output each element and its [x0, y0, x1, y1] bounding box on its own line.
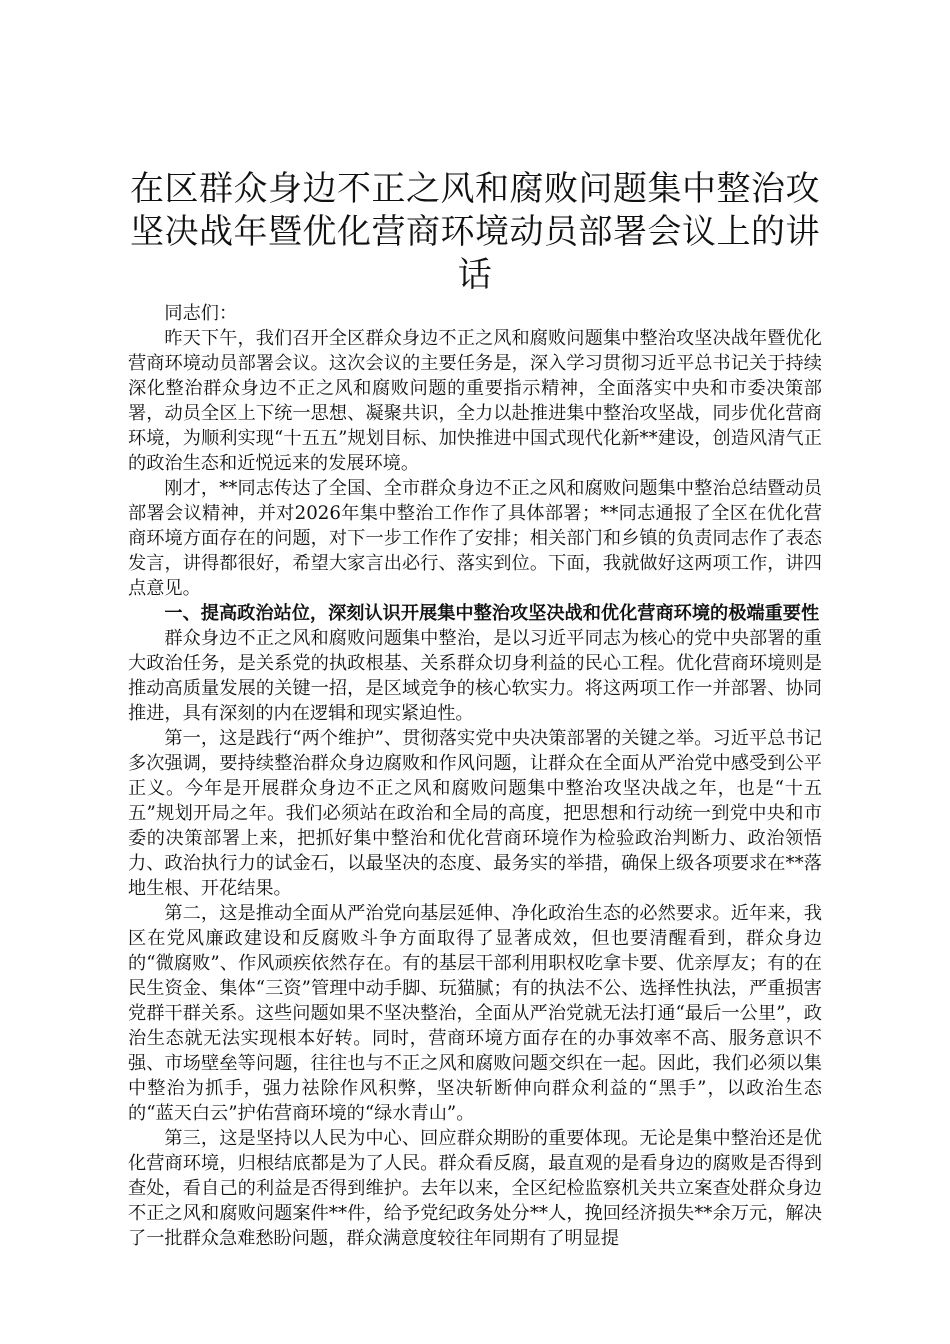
paragraph: 昨天下午，我们召开全区群众身边不正之风和腐败问题集中整治攻坚决战年暨优化营商环境动员部署会议。这次会议的主要任务是，深入学习贯彻习近平总书记关于持续深化整治群众身边不正之风和腐败问题的重要指示精神，全面落实中央和市委决策部署，动员全区上下统一思想、凝聚共识，全力以赴推进集中整治攻坚战，同步优化营商环境，为顺利实现“十五五”规划目标、加快推进中国式现代化新**建设，创造风清气正的政治生态和近悦远来的发展环境。 — [128, 328, 822, 474]
document-title: 在区群众身边不正之风和腐败问题集中整治攻坚决战年暨优化营商环境动员部署会议上的讲话 — [130, 169, 820, 295]
greeting: 同志们： — [164, 303, 238, 324]
paragraph: 刚才，**同志传达了全国、全市群众身边不正之风和腐败问题集中整治总结暨动员部署会议精神，并对2026年集中整治工作作了具体部署；**同志通报了全区在优化营商环境方面存在的问题，对下一步工作作了安排；相关部门和乡镇的负责同志作了表态发言，讲得都很好，希望大家言出必行、落实到位。下面，我就做好这两项工作，讲四点意见。 — [128, 478, 822, 599]
paragraph: 群众身边不正之风和腐败问题集中整治，是以习近平同志为核心的党中央部署的重大政治任务，是关系党的执政根基、关系群众切身利益的民心工程。优化营商环境则是推动高质量发展的关键一招，是区域竞争的核心软实力。将这两项工作一并部署、协同推进，具有深刻的内在逻辑和现实紧迫性。 — [128, 628, 822, 724]
document-body — [128, 301, 822, 1251]
paragraph: 第二，这是推动全面从严治党向基层延伸、净化政治生态的必然要求。近年来，我区在党风廉政建设和反腐败斗争方面取得了显著成效，但也要清醒看到，群众身边的“微腐败”、作风顽疾依然存在。有的基层干部利用职权吃拿卡要、优亲厚友；有的在民生资金、集体“三资”管理中动手脚、玩猫腻；有的执法不公、选择性执法，严重损害党群干群关系。这些问题如果不坚决整治，全面从严治党就无法打通“最后一公里”，政治生态就无法实现根本好转。同时，营商环境方面存在的办事效率不高、服务意识不强、市场壁垒等问题，往往也与不正之风和腐败问题交织在一起。因此，我们必须以集中整治为抓手，强力祛除作风积弊，坚决斩断伸向群众利益的“黑手”，以政治生态的“蓝天白云”护佑营商环境的“绿水青山”。 — [128, 903, 822, 1124]
paragraph: 第一，这是践行“两个维护”、贯彻落实党中央决策部署的关键之举。习近平总书记多次强调，要持续整治群众身边腐败和作风问题，让群众在全面从严治党中感受到公平正义。今年是开展群众身边不正之风和腐败问题集中整治攻坚决战之年，也是“十五五”规划开局之年。我们必须站在政治和全局的高度，把思想和行动统一到党中央和市委的决策部署上来，把抓好集中整治和优化营商环境作为检验政治判断力、政治领悟力、政治执行力的试金石，以最坚决的态度、最务实的举措，确保上级各项要求在**落地生根、开花结果。 — [128, 728, 822, 899]
paragraph: 第三，这是坚持以人民为中心、回应群众期盼的重要体现。无论是集中整治还是优化营商环境，归根结底都是为了人民。群众看反腐，最直观的是看身边的腐败是否得到查处，看自己的利益是否得到维护。去年以来，全区纪检监察机关共立案查处群众身边不正之风和腐败问题案件**件，给予党纪政务处分**人，挽回经济损失**余万元，解决了一批群众急难愁盼问题，群众满意度较往年同期有了明显提 — [128, 1128, 822, 1249]
document-page — [128, 168, 822, 1251]
section-heading: 一、提高政治站位，深刻认识开展集中整治攻坚决战和优化营商环境的极端重要性 — [164, 603, 820, 624]
